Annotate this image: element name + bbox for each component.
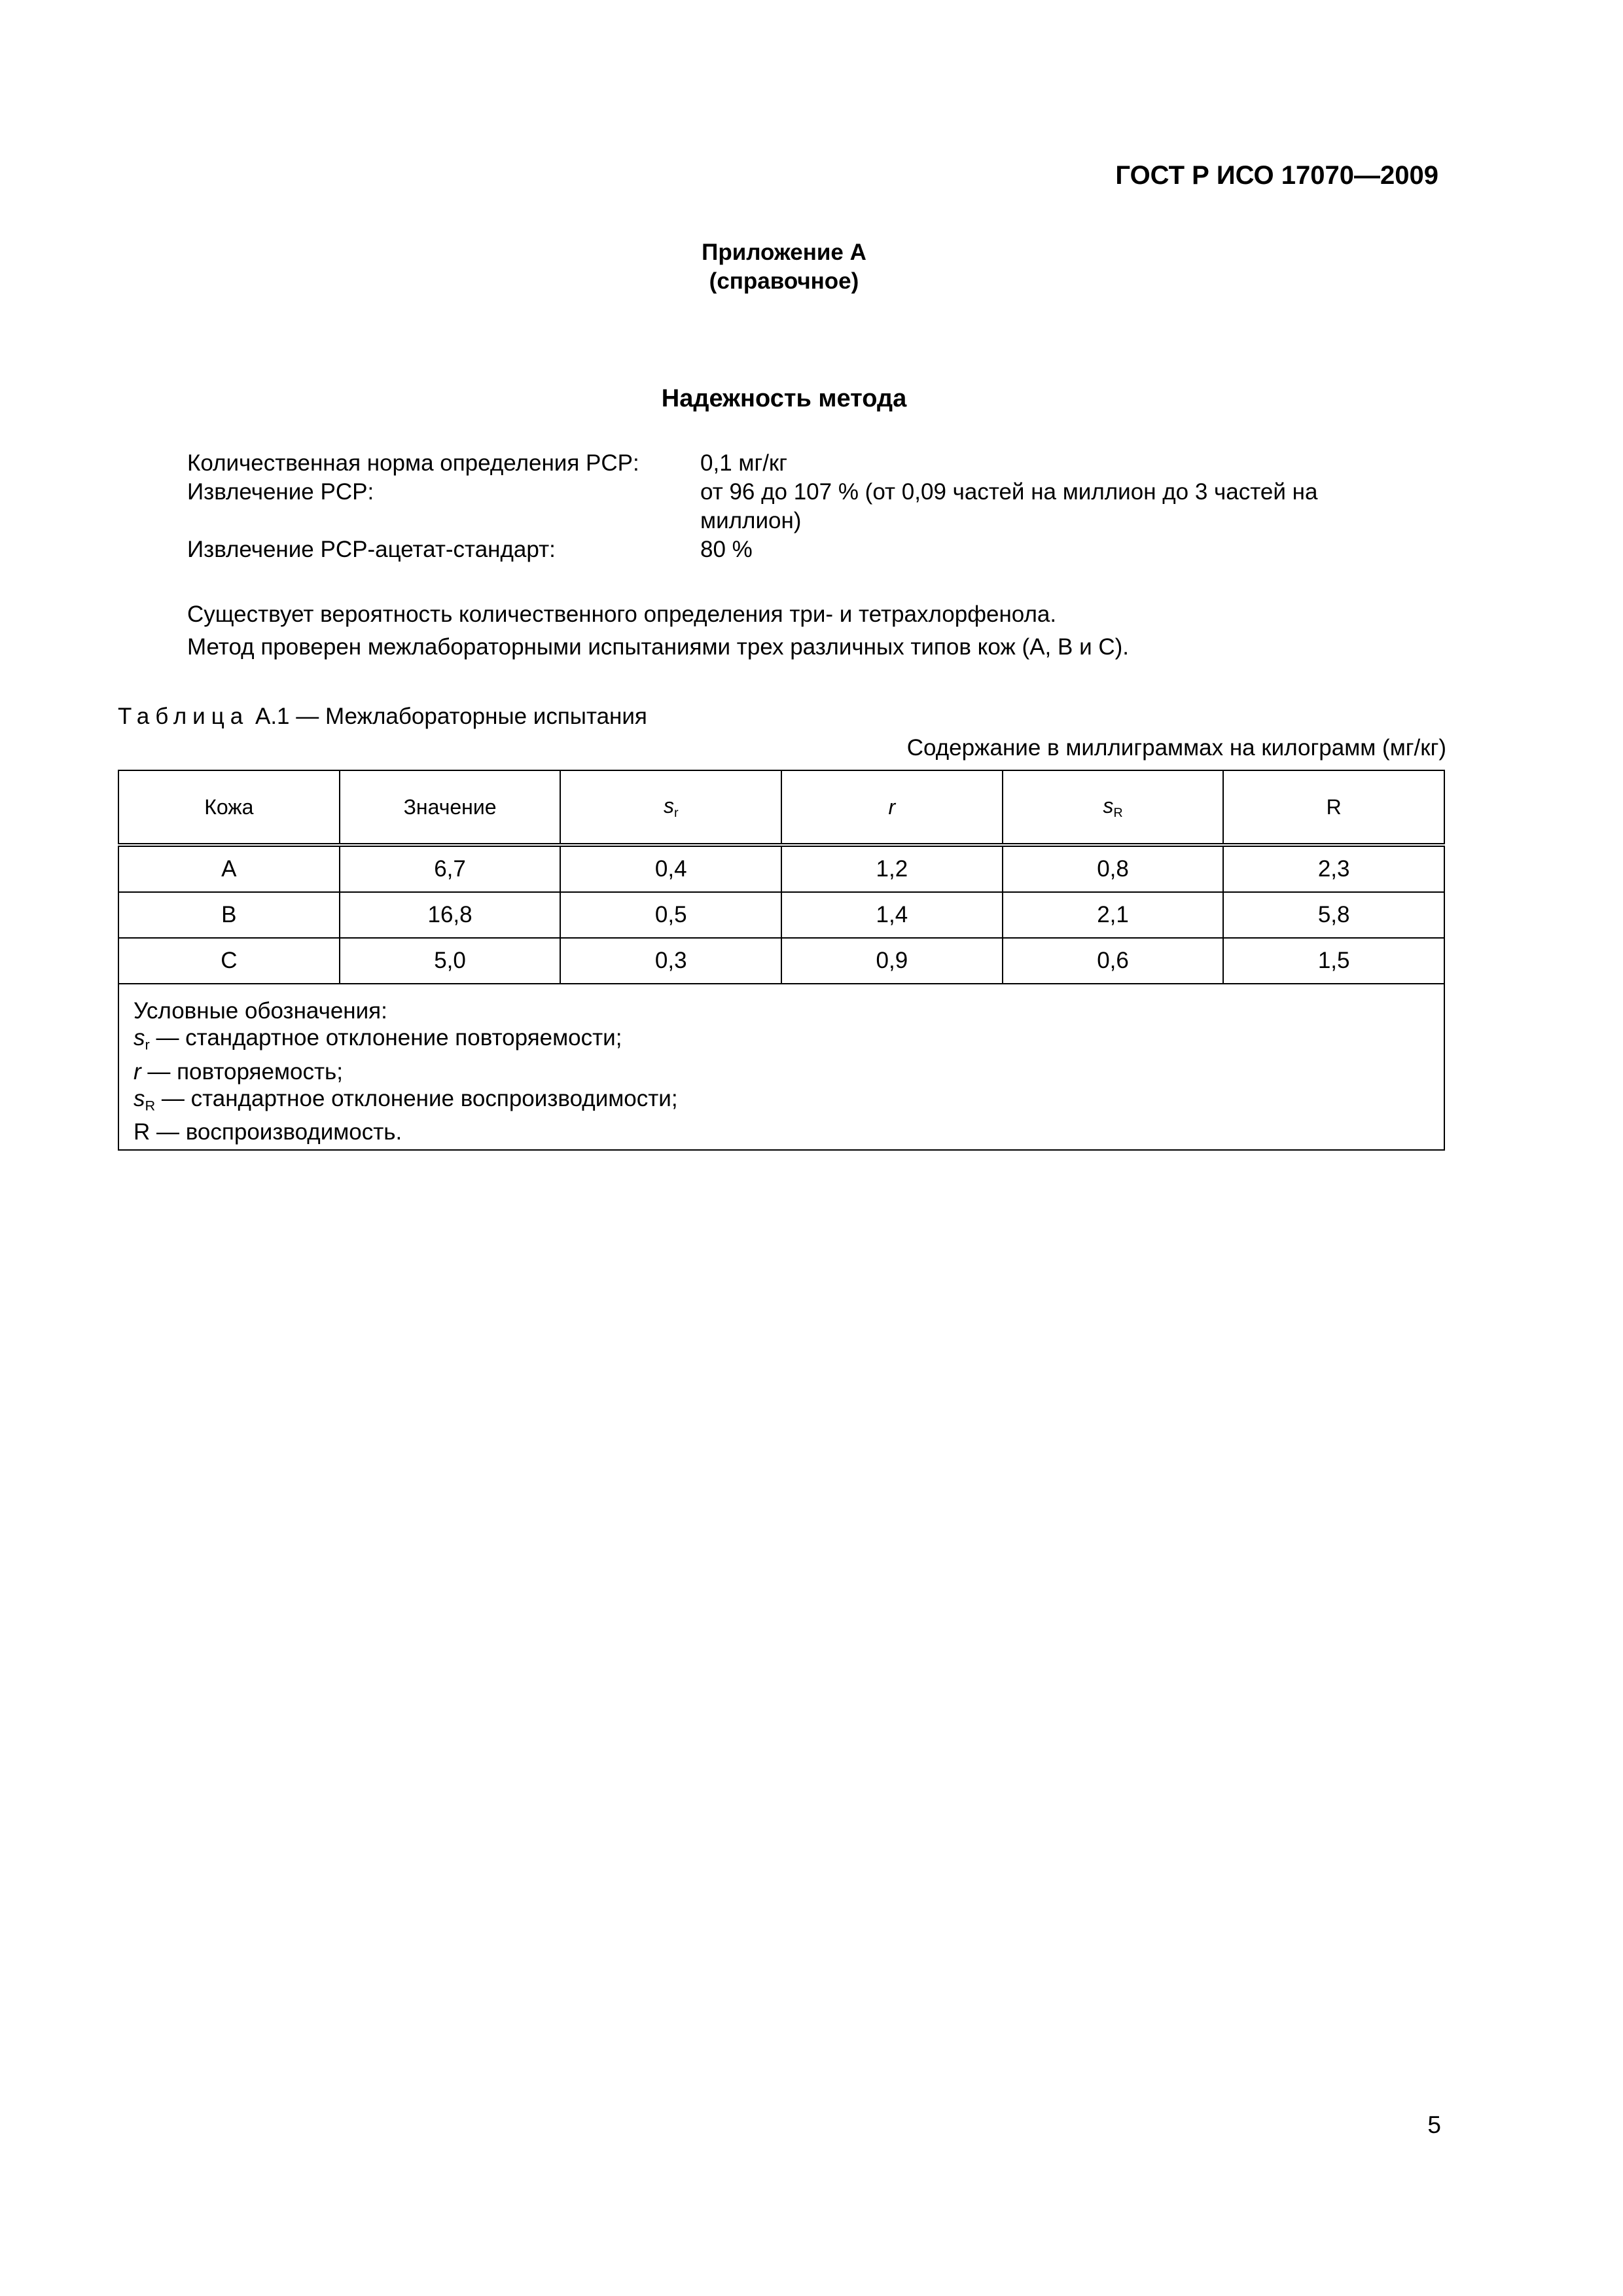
- table-caption-word: Таблица: [118, 704, 249, 729]
- document-code: ГОСТ Р ИСО 17070—2009: [1115, 161, 1438, 190]
- annex-title: Приложение А: [702, 240, 866, 265]
- section-title: Надежность метода: [661, 385, 907, 412]
- legend-item: R — воспроизводимость.: [134, 1119, 402, 1145]
- legend-item: $s_R$ — стандартное отклонение воспроизводимости;: [134, 1085, 678, 1113]
- paragraph: Существует вероятность количественного определения три- и тетрахлорфенола.: [187, 601, 1057, 627]
- column-header: Кожа: [118, 770, 340, 845]
- legend-item: $s_r$ — стандартное отклонение повторяемости;: [134, 1025, 622, 1053]
- table-cell: 0,5: [560, 892, 781, 938]
- annex-type: (справочное): [709, 268, 859, 294]
- param-label: Извлечение PCP:: [187, 479, 374, 505]
- param-value: 80 %: [700, 537, 753, 562]
- param-value: от 96 до 107 % (от 0,09 частей на миллион до 3 частей на миллион): [700, 479, 1318, 533]
- paragraph: Метод проверен межлабораторными испытаниями трех различных типов кож (А, В и С).: [187, 634, 1129, 660]
- table-cell: 1,4: [781, 892, 1003, 938]
- table-header-row: [118, 770, 1444, 845]
- column-header: $s_R$: [1003, 770, 1224, 845]
- table-cell: 0,8: [1003, 845, 1224, 892]
- table-cell: А: [118, 845, 340, 892]
- column-header: $s_r$: [560, 770, 781, 845]
- table-cell: 0,4: [560, 845, 781, 892]
- table-cell: 0,6: [1003, 938, 1224, 984]
- units-note: Содержание в миллиграммах на килограмм (мг/кг): [906, 735, 1446, 761]
- param-value: 0,1 мг/кг: [700, 450, 788, 476]
- column-header: r: [781, 770, 1003, 845]
- table-cell: 6,7: [340, 845, 561, 892]
- table-caption: [118, 704, 647, 730]
- table-cell: 0,9: [781, 938, 1003, 984]
- table-cell: 1,2: [781, 845, 1003, 892]
- legend-item: r — повторяемость;: [134, 1058, 343, 1085]
- table-row: [118, 938, 1444, 984]
- legend-cell: [118, 984, 1444, 1150]
- table-cell: 16,8: [340, 892, 561, 938]
- table-cell: 1,5: [1223, 938, 1444, 984]
- table-cell: В: [118, 892, 340, 938]
- page-number: 5: [1427, 2111, 1441, 2138]
- legend-row: [118, 984, 1444, 1150]
- table-row: [118, 892, 1444, 938]
- table-cell: 5,0: [340, 938, 561, 984]
- data-table: [118, 770, 1445, 1151]
- param-label: Количественная норма определения PCP:: [187, 450, 639, 476]
- table-cell: 0,3: [560, 938, 781, 984]
- legend-title: Условные обозначения:: [134, 998, 387, 1024]
- table-cell: 2,3: [1223, 845, 1444, 892]
- table-caption-text: А.1 — Межлабораторные испытания: [255, 704, 647, 729]
- param-label: Извлечение PCP-ацетат-стандарт:: [187, 537, 556, 562]
- column-header: R: [1223, 770, 1444, 845]
- table-cell: 2,1: [1003, 892, 1224, 938]
- table-cell: 5,8: [1223, 892, 1444, 938]
- table-row: [118, 845, 1444, 892]
- table-cell: С: [118, 938, 340, 984]
- column-header: Значение: [340, 770, 561, 845]
